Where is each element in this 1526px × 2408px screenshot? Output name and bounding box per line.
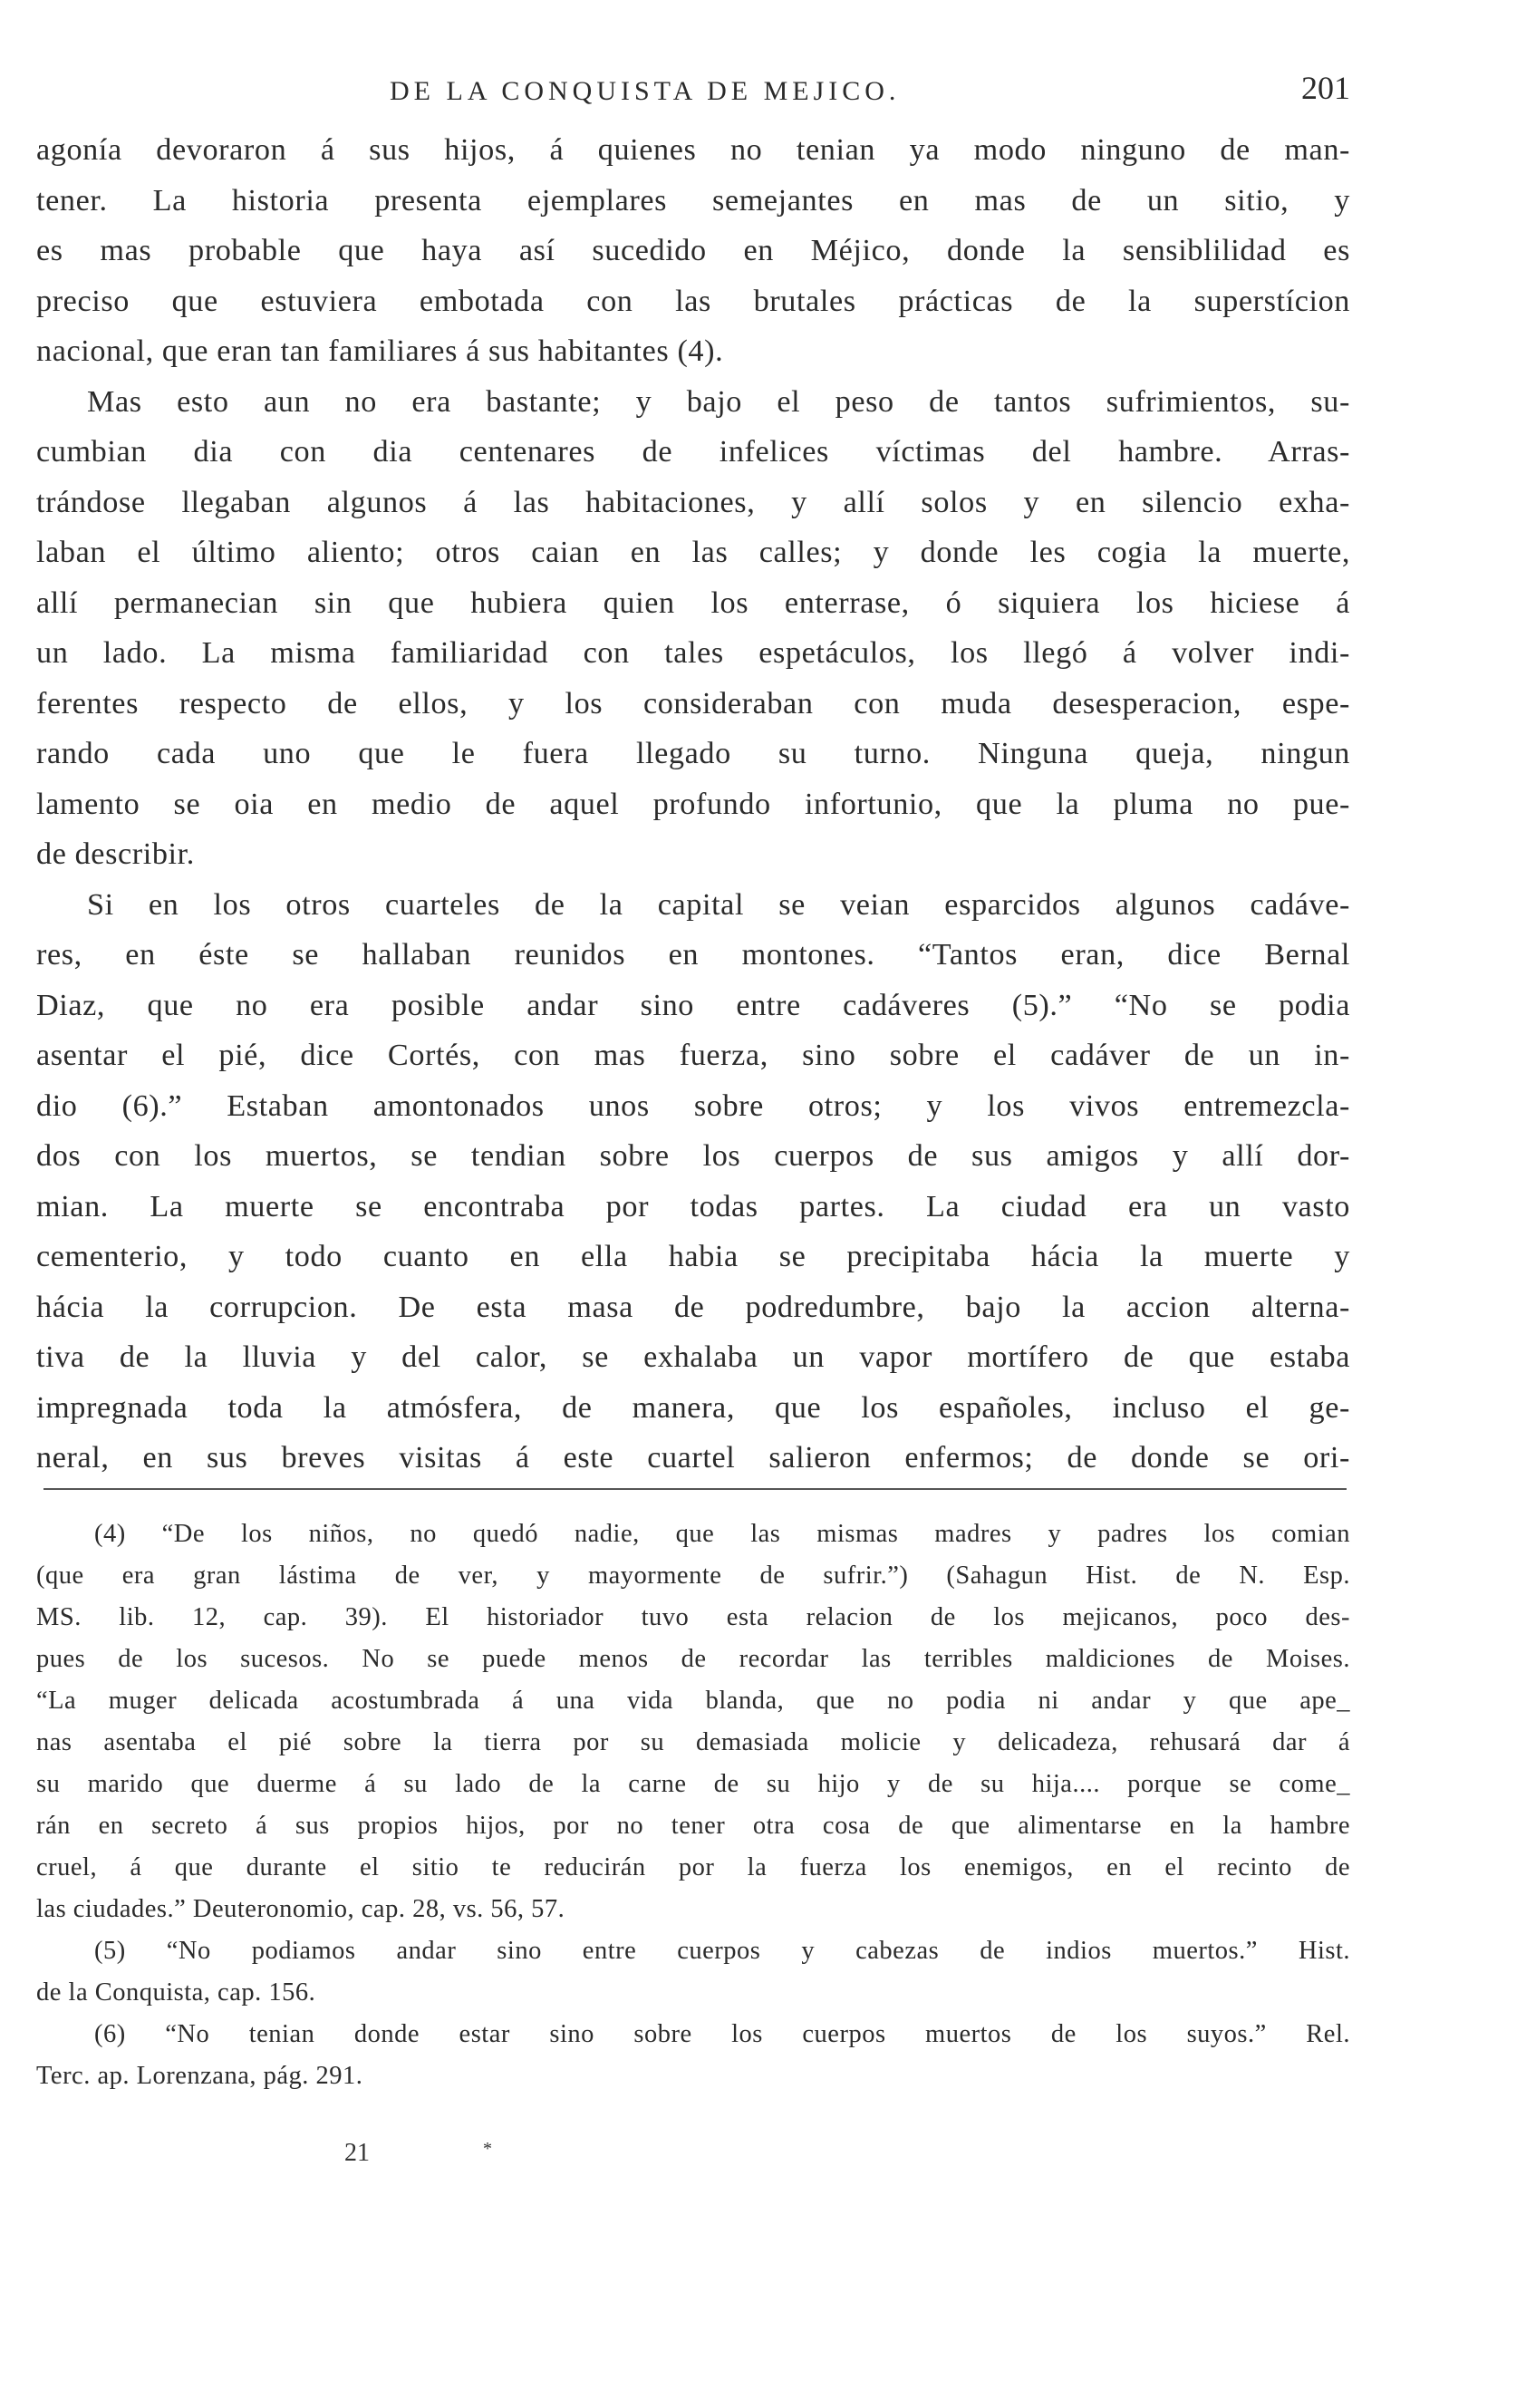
footnote-line: (5) “No podiamos andar sino entre cuerpos y cabezas de indios muertos.” Hist. bbox=[94, 1937, 1350, 1965]
body-line: rando cada uno que le fuera llegado su turno. Ninguna queja, ningun bbox=[36, 737, 1350, 770]
body-line: res, en éste se hallaban reunidos en montones. “Tantos eran, dice Bernal bbox=[36, 938, 1350, 972]
signature-number: 21 bbox=[344, 2139, 370, 2167]
body-line: Si en los otros cuarteles de la capital se veian esparcidos algunos cadáve- bbox=[87, 887, 1350, 922]
footnote-line: rán en secreto á sus propios hijos, por no tener otra cosa de que alimentarse en la hambre bbox=[36, 1812, 1350, 1840]
star-icon: * bbox=[483, 2139, 492, 2159]
body-text bbox=[36, 125, 1350, 1484]
body-line: impregnada toda la atmósfera, de manera, que los españoles, incluso el ge- bbox=[36, 1390, 1350, 1425]
body-line: cumbian dia con dia centenares de infelices víctimas del hambre. Arras- bbox=[36, 435, 1350, 469]
body-line: Mas esto aun no era bastante; y bajo el peso de tantos sufrimientos, su- bbox=[87, 384, 1350, 419]
running-head: DE LA CONQUISTA DE MEJICO. bbox=[390, 76, 901, 106]
footnotes bbox=[36, 1513, 1350, 2097]
body-line: nacional, que eran tan familiares á sus habitantes (4). bbox=[36, 334, 724, 368]
body-line: tiva de la lluvia y del calor, se exhalaba un vapor mortífero de que estaba bbox=[36, 1340, 1350, 1374]
body-line: Diaz, que no era posible andar sino entre cadáveres (5).” “No se podia bbox=[36, 988, 1350, 1022]
body-line: trándose llegaban algunos á las habitaciones, y allí solos y en silencio exha- bbox=[36, 485, 1350, 519]
body-line: laban el último aliento; otros caian en las calles; y donde les cogia la muerte, bbox=[36, 536, 1350, 569]
page-number: 201 bbox=[1301, 70, 1350, 106]
footnote-line: (que era gran lástima de ver, y mayormente de sufrir.”) (Sahagun Hist. de N. Esp. bbox=[36, 1562, 1350, 1590]
body-line: dio (6).” Estaban amontonados unos sobre otros; y los vivos entremezcla- bbox=[36, 1088, 1350, 1123]
body-line: dos con los muertos, se tendian sobre los cuerpos de sus amigos y allí dor- bbox=[36, 1139, 1350, 1173]
page-header bbox=[36, 69, 1350, 123]
signature-mark bbox=[344, 2139, 492, 2168]
footnote-line: pues de los sucesos. No se puede menos de recordar las terribles maldiciones de Moises. bbox=[36, 1645, 1350, 1673]
footnote-line: “La muger delicada acostumbrada á una vida blanda, que no podia ni andar y que ape_ bbox=[36, 1687, 1350, 1715]
body-line: neral, en sus breves visitas á este cuartel salieron enfermos; de donde se ori- bbox=[36, 1441, 1350, 1475]
body-line: de describir. bbox=[36, 837, 195, 871]
body-line: asentar el pié, dice Cortés, con mas fuerza, sino sobre el cadáver de un in- bbox=[36, 1039, 1350, 1072]
footnote-line: su marido que duerme á su lado de la carne de su hijo y de su hija.... porque se come_ bbox=[36, 1770, 1350, 1798]
body-line: es mas probable que haya así sucedido en Méjico, donde la sensiblilidad es bbox=[36, 234, 1350, 267]
body-line: mian. La muerte se encontraba por todas partes. La ciudad era un vasto bbox=[36, 1189, 1350, 1223]
footnote-line: cruel, á que durante el sitio te reducirán por la fuerza los enemigos, en el recinto de bbox=[36, 1853, 1350, 1881]
body-line: tener. La historia presenta ejemplares semejantes en mas de un sitio, y bbox=[36, 183, 1350, 218]
footnote-line: de la Conquista, cap. 156. bbox=[36, 1978, 316, 2007]
body-line: hácia la corrupcion. De esta masa de podredumbre, bajo la accion alterna- bbox=[36, 1290, 1350, 1324]
body-line: cementerio, y todo cuanto en ella habia se precipitaba hácia la muerte y bbox=[36, 1240, 1350, 1273]
body-line: lamento se oia en medio de aquel profundo infortunio, que la pluma no pue- bbox=[36, 787, 1350, 821]
footnote-line: (6) “No tenian donde estar sino sobre los cuerpos muertos de los suyos.” Rel. bbox=[94, 2020, 1350, 2048]
body-line: un lado. La misma familiaridad con tales espetáculos, los llegó á volver indi- bbox=[36, 636, 1350, 670]
footnote-line: Terc. ap. Lorenzana, pág. 291. bbox=[36, 2062, 363, 2090]
footnote-line: nas asentaba el pié sobre la tierra por su demasiada molicie y delicadeza, rehusará dar á bbox=[36, 1728, 1350, 1756]
footnote-line: las ciudades.” Deuteronomio, cap. 28, vs. 56, 57. bbox=[36, 1895, 565, 1923]
body-line: allí permanecian sin que hubiera quien los enterrase, ó siquiera los hiciese á bbox=[36, 585, 1350, 620]
footnote-line: MS. lib. 12, cap. 39). El historiador tuvo esta relacion de los mejicanos, poco des- bbox=[36, 1603, 1350, 1631]
body-line: preciso que estuviera embotada con las brutales prácticas de la superstícion bbox=[36, 284, 1350, 318]
body-line: agonía devoraron á sus hijos, á quienes no tenian ya modo ninguno de man- bbox=[36, 133, 1350, 167]
footnote-line: (4) “De los niños, no quedó nadie, que las mismas madres y padres los comian bbox=[94, 1520, 1350, 1548]
body-line: ferentes respecto de ellos, y los consideraban con muda desesperacion, espe- bbox=[36, 686, 1350, 720]
footnote-divider bbox=[43, 1488, 1347, 1490]
